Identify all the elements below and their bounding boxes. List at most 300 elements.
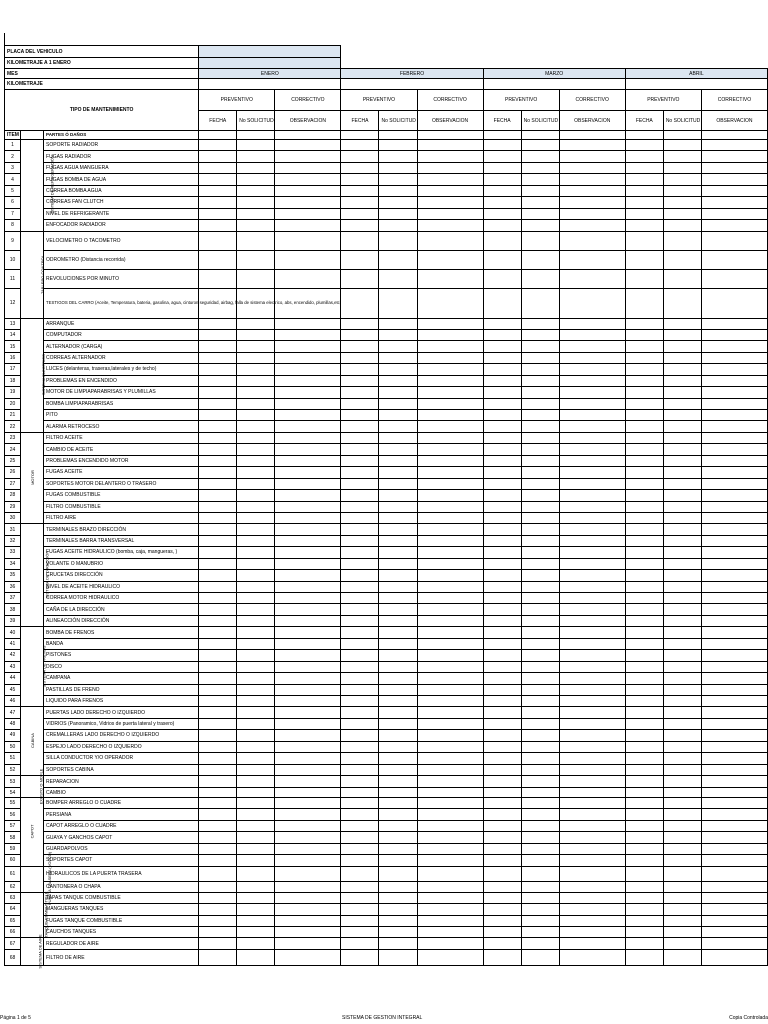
entry-cell[interactable] [199, 915, 237, 926]
entry-cell[interactable] [341, 866, 379, 881]
entry-cell[interactable] [379, 341, 417, 352]
entry-cell[interactable] [275, 197, 341, 208]
entry-cell[interactable] [559, 926, 625, 937]
entry-cell[interactable] [275, 375, 341, 386]
entry-cell[interactable] [663, 288, 701, 318]
entry-cell[interactable] [521, 501, 559, 512]
entry-cell[interactable] [483, 718, 521, 729]
entry-cell[interactable] [237, 788, 275, 798]
entry-cell[interactable] [341, 892, 379, 903]
entry-cell[interactable] [275, 892, 341, 903]
entry-cell[interactable] [237, 432, 275, 443]
entry-cell[interactable] [483, 501, 521, 512]
entry-cell[interactable] [237, 650, 275, 661]
entry-cell[interactable] [275, 490, 341, 501]
entry-cell[interactable] [237, 661, 275, 672]
entry-cell[interactable] [701, 269, 767, 288]
entry-cell[interactable] [341, 455, 379, 466]
entry-cell[interactable] [199, 318, 237, 329]
entry-cell[interactable] [521, 558, 559, 569]
entry-cell[interactable] [417, 855, 483, 866]
entry-cell[interactable] [483, 547, 521, 558]
entry-cell[interactable] [379, 558, 417, 569]
entry-cell[interactable] [341, 421, 379, 432]
entry-cell[interactable] [483, 684, 521, 695]
entry-cell[interactable] [379, 809, 417, 820]
entry-cell[interactable] [275, 162, 341, 173]
entry-cell[interactable] [379, 604, 417, 615]
entry-cell[interactable] [341, 558, 379, 569]
entry-cell[interactable] [663, 604, 701, 615]
entry-cell[interactable] [625, 881, 663, 892]
entry-cell[interactable] [379, 788, 417, 798]
entry-cell[interactable] [701, 524, 767, 535]
entry-cell[interactable] [237, 695, 275, 706]
entry-cell[interactable] [625, 269, 663, 288]
entry-cell[interactable] [417, 329, 483, 340]
entry-cell[interactable] [663, 250, 701, 269]
entry-cell[interactable] [379, 904, 417, 915]
entry-cell[interactable] [237, 938, 275, 950]
entry-cell[interactable] [701, 208, 767, 219]
entry-cell[interactable] [559, 820, 625, 831]
entry-cell[interactable] [559, 764, 625, 775]
entry-cell[interactable] [199, 753, 237, 764]
entry-cell[interactable] [701, 162, 767, 173]
entry-cell[interactable] [625, 398, 663, 409]
entry-cell[interactable] [275, 798, 341, 809]
entry-cell[interactable] [701, 467, 767, 478]
entry-cell[interactable] [199, 707, 237, 718]
entry-cell[interactable] [701, 892, 767, 903]
entry-cell[interactable] [199, 432, 237, 443]
entry-cell[interactable] [237, 809, 275, 820]
entry-cell[interactable] [663, 866, 701, 881]
entry-cell[interactable] [237, 730, 275, 741]
entry-cell[interactable] [559, 938, 625, 950]
entry-cell[interactable] [483, 730, 521, 741]
entry-cell[interactable] [341, 820, 379, 831]
entry-cell[interactable] [625, 904, 663, 915]
entry-cell[interactable] [663, 185, 701, 196]
entry-cell[interactable] [663, 798, 701, 809]
entry-cell[interactable] [483, 197, 521, 208]
entry-cell[interactable] [199, 604, 237, 615]
entry-cell[interactable] [521, 398, 559, 409]
entry-cell[interactable] [237, 892, 275, 903]
entry-cell[interactable] [663, 501, 701, 512]
entry-cell[interactable] [379, 926, 417, 937]
entry-cell[interactable] [379, 741, 417, 752]
entry-cell[interactable] [625, 524, 663, 535]
entry-cell[interactable] [237, 718, 275, 729]
entry-cell[interactable] [521, 318, 559, 329]
entry-cell[interactable] [275, 753, 341, 764]
entry-cell[interactable] [199, 535, 237, 546]
entry-cell[interactable] [701, 329, 767, 340]
entry-cell[interactable] [483, 231, 521, 250]
entry-cell[interactable] [559, 432, 625, 443]
entry-cell[interactable] [341, 524, 379, 535]
entry-cell[interactable] [483, 741, 521, 752]
entry-cell[interactable] [521, 627, 559, 638]
entry-cell[interactable] [379, 387, 417, 398]
entry-cell[interactable] [341, 140, 379, 151]
entry-cell[interactable] [663, 730, 701, 741]
entry-cell[interactable] [237, 398, 275, 409]
entry-cell[interactable] [663, 269, 701, 288]
entry-cell[interactable] [417, 375, 483, 386]
entry-cell[interactable] [625, 140, 663, 151]
entry-cell[interactable] [379, 915, 417, 926]
entry-cell[interactable] [521, 661, 559, 672]
entry-cell[interactable] [701, 604, 767, 615]
entry-cell[interactable] [417, 650, 483, 661]
entry-cell[interactable] [483, 220, 521, 231]
entry-cell[interactable] [275, 593, 341, 604]
entry-cell[interactable] [379, 718, 417, 729]
entry-cell[interactable] [663, 673, 701, 684]
entry-cell[interactable] [559, 892, 625, 903]
entry-cell[interactable] [379, 490, 417, 501]
entry-cell[interactable] [559, 866, 625, 881]
entry-cell[interactable] [237, 798, 275, 809]
entry-cell[interactable] [483, 788, 521, 798]
entry-cell[interactable] [379, 832, 417, 843]
entry-cell[interactable] [701, 174, 767, 185]
entry-cell[interactable] [521, 707, 559, 718]
entry-cell[interactable] [701, 250, 767, 269]
entry-cell[interactable] [417, 501, 483, 512]
entry-cell[interactable] [417, 174, 483, 185]
entry-cell[interactable] [483, 776, 521, 788]
entry-cell[interactable] [379, 570, 417, 581]
entry-cell[interactable] [275, 398, 341, 409]
entry-cell[interactable] [379, 627, 417, 638]
entry-cell[interactable] [417, 208, 483, 219]
entry-cell[interactable] [275, 832, 341, 843]
entry-cell[interactable] [379, 638, 417, 649]
entry-cell[interactable] [483, 250, 521, 269]
entry-cell[interactable] [417, 843, 483, 854]
entry-cell[interactable] [237, 208, 275, 219]
entry-cell[interactable] [341, 707, 379, 718]
entry-cell[interactable] [379, 512, 417, 523]
entry-cell[interactable] [483, 593, 521, 604]
entry-cell[interactable] [417, 250, 483, 269]
entry-cell[interactable] [275, 444, 341, 455]
entry-cell[interactable] [663, 638, 701, 649]
entry-cell[interactable] [559, 467, 625, 478]
entry-cell[interactable] [521, 444, 559, 455]
entry-cell[interactable] [663, 650, 701, 661]
entry-cell[interactable] [559, 684, 625, 695]
entry-cell[interactable] [521, 776, 559, 788]
entry-cell[interactable] [341, 638, 379, 649]
entry-cell[interactable] [559, 776, 625, 788]
entry-cell[interactable] [417, 788, 483, 798]
entry-cell[interactable] [237, 185, 275, 196]
entry-cell[interactable] [625, 185, 663, 196]
entry-cell[interactable] [237, 673, 275, 684]
entry-cell[interactable] [483, 478, 521, 489]
entry-cell[interactable] [663, 352, 701, 363]
entry-cell[interactable] [417, 593, 483, 604]
entry-cell[interactable] [237, 387, 275, 398]
entry-cell[interactable] [237, 535, 275, 546]
entry-cell[interactable] [521, 220, 559, 231]
entry-cell[interactable] [417, 604, 483, 615]
entry-cell[interactable] [559, 341, 625, 352]
entry-cell[interactable] [521, 140, 559, 151]
entry-cell[interactable] [483, 455, 521, 466]
entry-cell[interactable] [379, 843, 417, 854]
entry-cell[interactable] [341, 432, 379, 443]
entry-cell[interactable] [483, 892, 521, 903]
entry-cell[interactable] [625, 730, 663, 741]
entry-cell[interactable] [483, 524, 521, 535]
entry-cell[interactable] [417, 881, 483, 892]
entry-cell[interactable] [199, 197, 237, 208]
entry-cell[interactable] [417, 820, 483, 831]
entry-cell[interactable] [663, 776, 701, 788]
entry-cell[interactable] [625, 220, 663, 231]
km-input[interactable] [199, 58, 341, 69]
entry-cell[interactable] [199, 809, 237, 820]
entry-cell[interactable] [701, 673, 767, 684]
entry-cell[interactable] [379, 364, 417, 375]
entry-cell[interactable] [417, 269, 483, 288]
entry-cell[interactable] [701, 490, 767, 501]
entry-cell[interactable] [625, 866, 663, 881]
entry-cell[interactable] [199, 269, 237, 288]
entry-cell[interactable] [559, 490, 625, 501]
entry-cell[interactable] [663, 432, 701, 443]
entry-cell[interactable] [663, 524, 701, 535]
entry-cell[interactable] [559, 730, 625, 741]
entry-cell[interactable] [559, 950, 625, 966]
entry-cell[interactable] [521, 570, 559, 581]
entry-cell[interactable] [663, 318, 701, 329]
entry-cell[interactable] [417, 798, 483, 809]
entry-cell[interactable] [701, 535, 767, 546]
entry-cell[interactable] [625, 950, 663, 966]
entry-cell[interactable] [379, 455, 417, 466]
entry-cell[interactable] [379, 318, 417, 329]
entry-cell[interactable] [417, 467, 483, 478]
entry-cell[interactable] [275, 478, 341, 489]
entry-cell[interactable] [625, 432, 663, 443]
entry-cell[interactable] [483, 421, 521, 432]
entry-cell[interactable] [199, 410, 237, 421]
entry-cell[interactable] [417, 950, 483, 966]
entry-cell[interactable] [237, 707, 275, 718]
entry-cell[interactable] [521, 329, 559, 340]
entry-cell[interactable] [199, 398, 237, 409]
entry-cell[interactable] [625, 673, 663, 684]
entry-cell[interactable] [701, 741, 767, 752]
entry-cell[interactable] [701, 547, 767, 558]
entry-cell[interactable] [379, 250, 417, 269]
entry-cell[interactable] [417, 387, 483, 398]
entry-cell[interactable] [625, 581, 663, 592]
entry-cell[interactable] [341, 329, 379, 340]
entry-cell[interactable] [521, 352, 559, 363]
entry-cell[interactable] [625, 197, 663, 208]
entry-cell[interactable] [341, 410, 379, 421]
entry-cell[interactable] [625, 926, 663, 937]
entry-cell[interactable] [521, 798, 559, 809]
entry-cell[interactable] [483, 650, 521, 661]
entry-cell[interactable] [237, 455, 275, 466]
entry-cell[interactable] [701, 570, 767, 581]
entry-cell[interactable] [199, 490, 237, 501]
entry-cell[interactable] [483, 866, 521, 881]
entry-cell[interactable] [199, 375, 237, 386]
entry-cell[interactable] [417, 352, 483, 363]
entry-cell[interactable] [483, 627, 521, 638]
entry-cell[interactable] [341, 843, 379, 854]
entry-cell[interactable] [417, 570, 483, 581]
entry-cell[interactable] [199, 904, 237, 915]
entry-cell[interactable] [379, 444, 417, 455]
entry-cell[interactable] [379, 950, 417, 966]
entry-cell[interactable] [483, 809, 521, 820]
entry-cell[interactable] [483, 352, 521, 363]
entry-cell[interactable] [199, 843, 237, 854]
entry-cell[interactable] [275, 673, 341, 684]
entry-cell[interactable] [417, 398, 483, 409]
entry-cell[interactable] [483, 174, 521, 185]
entry-cell[interactable] [237, 478, 275, 489]
entry-cell[interactable] [625, 855, 663, 866]
entry-cell[interactable] [483, 843, 521, 854]
entry-cell[interactable] [341, 718, 379, 729]
entry-cell[interactable] [521, 269, 559, 288]
entry-cell[interactable] [199, 820, 237, 831]
entry-cell[interactable] [341, 915, 379, 926]
entry-cell[interactable] [483, 798, 521, 809]
entry-cell[interactable] [199, 615, 237, 626]
entry-cell[interactable] [663, 926, 701, 937]
entry-cell[interactable] [559, 718, 625, 729]
entry-cell[interactable] [199, 798, 237, 809]
entry-cell[interactable] [379, 684, 417, 695]
entry-cell[interactable] [483, 375, 521, 386]
entry-cell[interactable] [379, 410, 417, 421]
entry-cell[interactable] [521, 432, 559, 443]
entry-cell[interactable] [701, 798, 767, 809]
entry-cell[interactable] [521, 881, 559, 892]
entry-cell[interactable] [701, 684, 767, 695]
entry-cell[interactable] [663, 809, 701, 820]
entry-cell[interactable] [199, 855, 237, 866]
entry-cell[interactable] [559, 627, 625, 638]
entry-cell[interactable] [701, 809, 767, 820]
entry-cell[interactable] [521, 638, 559, 649]
entry-cell[interactable] [341, 535, 379, 546]
entry-cell[interactable] [559, 788, 625, 798]
entry-cell[interactable] [275, 741, 341, 752]
entry-cell[interactable] [341, 938, 379, 950]
entry-cell[interactable] [521, 208, 559, 219]
entry-cell[interactable] [237, 174, 275, 185]
entry-cell[interactable] [663, 341, 701, 352]
entry-cell[interactable] [483, 938, 521, 950]
entry-cell[interactable] [483, 490, 521, 501]
entry-cell[interactable] [341, 788, 379, 798]
entry-cell[interactable] [341, 151, 379, 162]
entry-cell[interactable] [237, 904, 275, 915]
entry-cell[interactable] [341, 730, 379, 741]
entry-cell[interactable] [559, 581, 625, 592]
entry-cell[interactable] [199, 250, 237, 269]
entry-cell[interactable] [341, 581, 379, 592]
entry-cell[interactable] [379, 764, 417, 775]
entry-cell[interactable] [379, 220, 417, 231]
entry-cell[interactable] [341, 444, 379, 455]
entry-cell[interactable] [625, 776, 663, 788]
entry-cell[interactable] [341, 318, 379, 329]
entry-cell[interactable] [521, 832, 559, 843]
entry-cell[interactable] [275, 535, 341, 546]
entry-cell[interactable] [417, 615, 483, 626]
entry-cell[interactable] [199, 638, 237, 649]
entry-cell[interactable] [275, 707, 341, 718]
entry-cell[interactable] [483, 638, 521, 649]
entry-cell[interactable] [417, 512, 483, 523]
entry-cell[interactable] [521, 151, 559, 162]
entry-cell[interactable] [417, 776, 483, 788]
entry-cell[interactable] [275, 387, 341, 398]
entry-cell[interactable] [625, 798, 663, 809]
entry-cell[interactable] [379, 197, 417, 208]
entry-cell[interactable] [275, 695, 341, 706]
kilometraje-month-input[interactable] [483, 79, 625, 90]
entry-cell[interactable] [701, 820, 767, 831]
entry-cell[interactable] [341, 387, 379, 398]
entry-cell[interactable] [625, 753, 663, 764]
entry-cell[interactable] [417, 718, 483, 729]
entry-cell[interactable] [559, 269, 625, 288]
entry-cell[interactable] [559, 208, 625, 219]
entry-cell[interactable] [341, 375, 379, 386]
entry-cell[interactable] [417, 197, 483, 208]
entry-cell[interactable] [341, 478, 379, 489]
entry-cell[interactable] [379, 661, 417, 672]
entry-cell[interactable] [199, 162, 237, 173]
entry-cell[interactable] [521, 364, 559, 375]
entry-cell[interactable] [483, 318, 521, 329]
entry-cell[interactable] [199, 866, 237, 881]
entry-cell[interactable] [417, 926, 483, 937]
entry-cell[interactable] [663, 208, 701, 219]
entry-cell[interactable] [701, 364, 767, 375]
entry-cell[interactable] [417, 661, 483, 672]
entry-cell[interactable] [275, 421, 341, 432]
entry-cell[interactable] [341, 855, 379, 866]
entry-cell[interactable] [663, 444, 701, 455]
entry-cell[interactable] [483, 855, 521, 866]
entry-cell[interactable] [275, 581, 341, 592]
entry-cell[interactable] [521, 753, 559, 764]
entry-cell[interactable] [663, 398, 701, 409]
entry-cell[interactable] [341, 753, 379, 764]
entry-cell[interactable] [625, 718, 663, 729]
entry-cell[interactable] [559, 231, 625, 250]
entry-cell[interactable] [625, 421, 663, 432]
entry-cell[interactable] [483, 288, 521, 318]
